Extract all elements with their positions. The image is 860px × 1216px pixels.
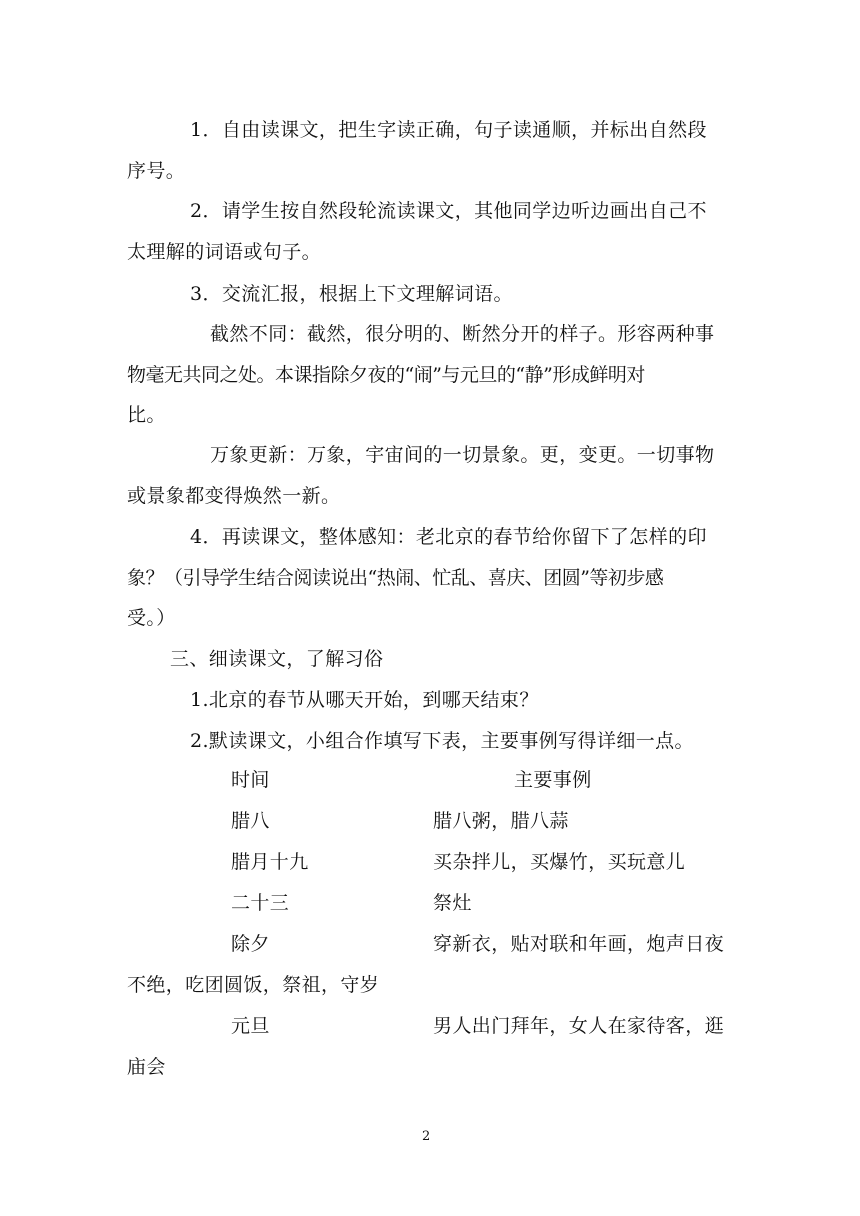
table-cell-events-continued: 庙会: [127, 1056, 166, 1078]
paragraph-line: 3．交流汇报，根据上下文理解词语。: [190, 283, 513, 305]
table-cell-events: 买杂拌儿，买爆竹，买玩意儿: [433, 851, 686, 873]
paragraph-line: 截然不同：截然，很分明的、断然分开的样子。形容两种事: [210, 323, 715, 345]
table-cell-time: 元旦: [231, 1015, 270, 1037]
paragraph-line: 序号。: [127, 160, 186, 182]
table-cell-events: 穿新衣，贴对联和年画，炮声日夜: [433, 933, 725, 955]
paragraph-line: 比。: [127, 404, 166, 426]
table-header-events: 主要事例: [514, 769, 592, 791]
table-cell-events: 腊八粥，腊八蒜: [433, 810, 569, 832]
question-line: 2.默读课文，小组合作填写下表，主要事例写得详细一点。: [190, 730, 694, 752]
table-cell-time: 二十三: [231, 892, 290, 914]
table-cell-events-continued: 不绝，吃团圆饭，祭祖，守岁: [127, 974, 380, 996]
paragraph-line: 2．请学生按自然段轮流读课文，其他同学边听边画出自己不: [190, 200, 707, 222]
table-cell-events: 祭灶: [433, 892, 472, 914]
section-heading: 三、细读课文，了解习俗: [170, 648, 384, 670]
table-cell-time: 腊八: [231, 810, 270, 832]
paragraph-line: 4．再读课文，整体感知：老北京的春节给你留下了怎样的印: [190, 526, 707, 548]
table-header-time: 时间: [231, 769, 270, 791]
paragraph-line: 太理解的词语或句子。: [127, 241, 322, 263]
paragraph-line: 象？（引导学生结合阅读说出“热闹、忙乱、喜庆、团圆”等初步感: [127, 567, 664, 589]
paragraph-line: 物毫无共同之处。本课指除夕夜的“闹”与元旦的“静”形成鲜明对: [127, 364, 645, 386]
paragraph-line: 或景象都变得焕然一新。: [127, 485, 341, 507]
table-cell-time: 除夕: [231, 933, 270, 955]
paragraph-line: 万象更新：万象，宇宙间的一切景象。更，变更。一切事物: [210, 444, 715, 466]
paragraph-line: 1．自由读课文，把生字读正确，句子读通顺，并标出自然段: [190, 119, 707, 141]
question-line: 1.北京的春节从哪天开始，到哪天结束？: [190, 689, 539, 711]
table-cell-time: 腊月十九: [231, 851, 309, 873]
paragraph-line: 受。）: [127, 607, 176, 629]
page-number: 2: [422, 1129, 431, 1144]
table-cell-events: 男人出门拜年，女人在家待客，逛: [433, 1015, 725, 1037]
